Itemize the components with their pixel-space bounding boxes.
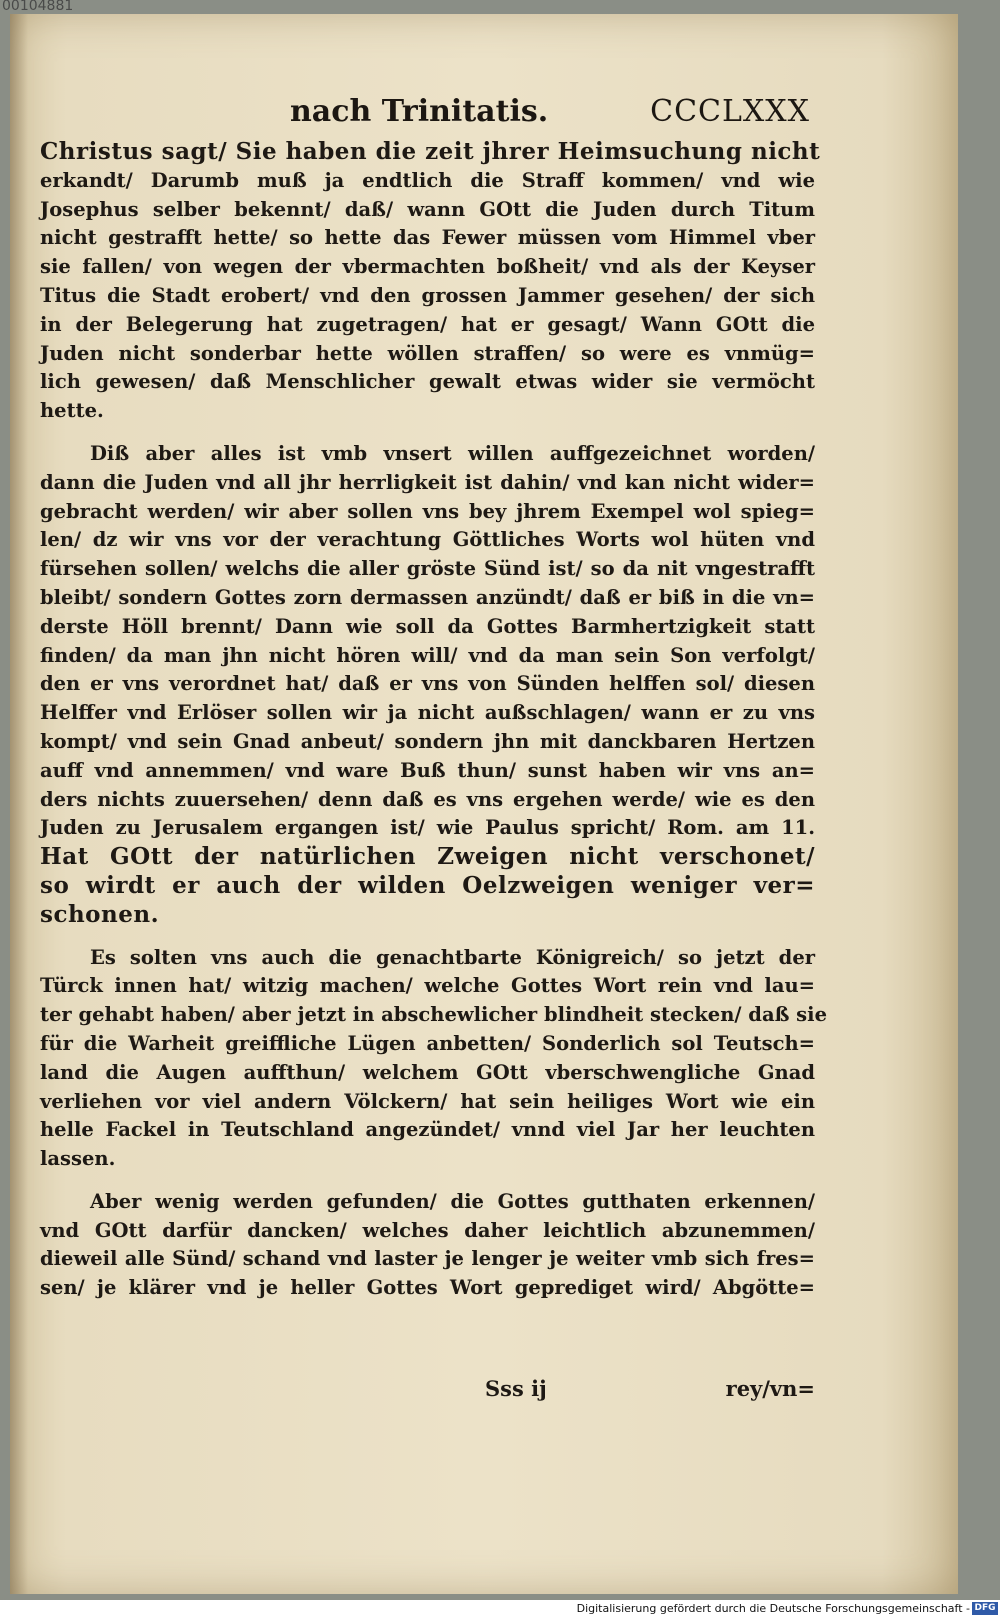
text-line: verliehen vor viel andern Völckern/ hat sein heiliges Wort wie ein bbox=[40, 1089, 815, 1113]
text-line: auff vnd annemmen/ vnd ware Buß thun/ sunst haben wir vns an= bbox=[40, 758, 815, 782]
dfg-logo-icon: DFG bbox=[972, 1602, 998, 1615]
text-line: ter gehabt haben/ aber jetzt in abschewlicher blindheit stecken/ daß sie bbox=[40, 1003, 827, 1027]
catchword: rey/vn= bbox=[725, 1376, 815, 1401]
text-line: derste Höll brennt/ Dann wie soll da Gottes Barmhertzigkeit statt bbox=[40, 614, 815, 638]
text-line: für die Warheit greiffliche Lügen anbetten/ Sonderlich sol Teutsch= bbox=[40, 1031, 815, 1055]
text-line: Josephus selber bekennt/ daß/ wann GOtt die Juden durch Titum bbox=[40, 197, 815, 221]
text-line: land die Augen auffthun/ welchem GOtt vberschwengliche Gnad bbox=[40, 1060, 815, 1084]
folio-number: CCCLXXX bbox=[650, 94, 810, 129]
text-line: in der Belegerung hat zugetragen/ hat er gesagt/ Wann GOtt die bbox=[40, 312, 815, 336]
scan-id-label: 00104881 bbox=[2, 0, 74, 14]
text-line: Titus die Stadt erobert/ vnd den grossen Jammer gesehen/ der sich bbox=[40, 283, 815, 307]
scripture-quote-line: schonen. bbox=[40, 900, 160, 928]
text-line: Diß aber alles ist vmb vnsert willen auffgezeichnet worden/ bbox=[90, 441, 815, 465]
text-line: Juden nicht sonderbar hette wöllen straffen/ so were es vnmüg= bbox=[40, 341, 815, 365]
text-line: gebracht werden/ wir aber sollen vns bey jhrem Exempel wol spieg= bbox=[40, 499, 815, 523]
text-line: sen/ je klärer vnd je heller Gottes Wort geprediget wird/ Abgötte= bbox=[40, 1276, 815, 1300]
signature-mark: Sss ij bbox=[485, 1376, 547, 1401]
text-line: len/ dz wir vns vor der verachtung Göttliches Worts wol hüten vnd bbox=[40, 528, 815, 552]
credit-text: Digitalisierung gefördert durch die Deutsche Forschungsgemeinschaft - bbox=[576, 1602, 970, 1615]
text-line: sie fallen/ von wegen der vbermachten boßheit/ vnd als der Keyser bbox=[40, 255, 815, 279]
text-line: Juden zu Jerusalem ergangen ist/ wie Paulus spricht/ Rom. am 11. bbox=[40, 816, 815, 840]
running-title: nach Trinitatis. bbox=[290, 94, 549, 129]
text-line: kompt/ vnd sein Gnad anbeut/ sondern jhn mit danckbaren Hertzen bbox=[40, 729, 815, 753]
text-line: Helffer vnd Erlöser sollen wir ja nicht außschlagen/ wann er zu vns bbox=[40, 701, 815, 725]
text-block bbox=[40, 138, 827, 1303]
text-line: nicht gestrafft hette/ so hette das Fewer müssen vom Himmel vber bbox=[40, 226, 815, 250]
text-line: lassen. bbox=[40, 1147, 116, 1171]
text-line: bleibt/ sondern Gottes zorn dermassen anzündt/ daß er biß in die vn= bbox=[40, 585, 815, 609]
text-line: Es solten vns auch die genachtbarte Königreich/ so jetzt der bbox=[90, 945, 815, 969]
paragraph-gap bbox=[40, 930, 815, 944]
credit-bar bbox=[0, 1600, 1000, 1618]
paragraph-gap bbox=[40, 426, 815, 440]
text-line: vnd GOtt darfür dancken/ welches daher leichtlich abzunemmen/ bbox=[40, 1218, 815, 1242]
text-line: den er vns verordnet hat/ daß er vns von Sünden helffen sol/ diesen bbox=[40, 672, 815, 696]
paragraph-gap bbox=[40, 1174, 815, 1188]
text-line: lich gewesen/ daß Menschlicher gewalt etwas wider sie vermöcht bbox=[40, 370, 815, 394]
text-line: helle Fackel in Teutschland angezündet/ vnnd viel Jar her leuchten bbox=[40, 1118, 815, 1142]
text-line: dann die Juden vnd all jhr herrligkeit ist dahin/ vnd kan nicht wider= bbox=[40, 470, 815, 494]
text-line: dieweil alle Sünd/ schand vnd laster je lenger je weiter vmb sich fres= bbox=[40, 1247, 815, 1271]
scripture-quote-line: Hat GOtt der natürlichen Zweigen nicht verschonet/ bbox=[40, 843, 815, 871]
scripture-quote-line: so wirdt er auch der wilden Oelzweigen weniger ver= bbox=[40, 871, 815, 899]
text-line: fürsehen sollen/ welchs die aller gröste Sünd ist/ so da nit vngestrafft bbox=[40, 557, 815, 581]
text-line: ders nichts zuuersehen/ denn daß es vns ergehen werde/ wie es den bbox=[40, 787, 815, 811]
text-line: erkandt/ Darumb muß ja endtlich die Straff kommen/ vnd wie bbox=[40, 168, 815, 192]
text-line: finden/ da man jhn nicht hören will/ vnd da man sein Son verfolgt/ bbox=[40, 643, 815, 667]
page-header bbox=[40, 88, 810, 134]
text-line: Aber wenig werden gefunden/ die Gottes gutthaten erkennen/ bbox=[90, 1189, 815, 1213]
page-footer bbox=[40, 1376, 815, 1408]
text-line: hette. bbox=[40, 399, 104, 423]
text-line: Türck innen hat/ witzig machen/ welche Gottes Wort rein vnd lau= bbox=[40, 974, 815, 998]
text-line: Christus sagt/ Sie haben die zeit jhrer Heimsuchung nicht bbox=[40, 138, 821, 165]
